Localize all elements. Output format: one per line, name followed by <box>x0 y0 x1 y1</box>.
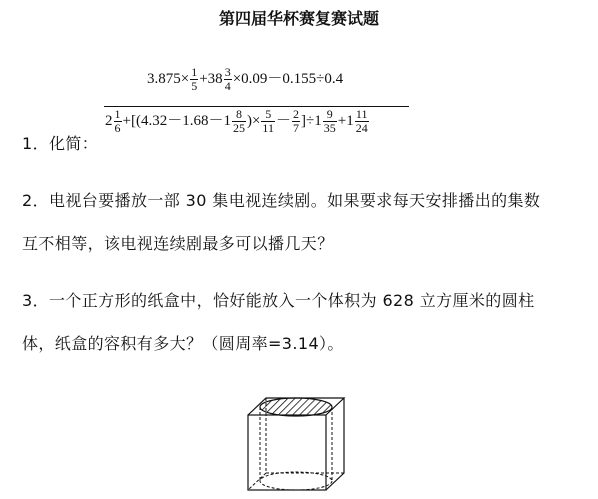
q1-label: 1．化简： <box>22 134 99 153</box>
q2-line-2: 互不相等，该电视连续剧最多可以播几天？ <box>22 234 334 253</box>
q2-line-1: 2．电视台要播放一部 30 集电视连续剧。如果要求每天安排播出的集数 <box>22 191 541 210</box>
cylinder-in-cube-figure <box>244 378 354 496</box>
page-title: 第四届华杯赛复赛试题 <box>218 9 379 28</box>
fraction-11-24: $\frac{11}{24}$ <box>355 107 368 135</box>
plus-one: +1 <box>337 112 354 129</box>
fraction-9-35: $\frac{9}{35}$ <box>323 107 336 135</box>
fraction-1-6: $\frac{1}{6}$ <box>114 107 121 135</box>
close-divide: ]÷1 <box>301 112 322 129</box>
times-sign: × <box>180 70 190 87</box>
minus-sign: － <box>275 112 291 129</box>
numerator-rest: ×0.09－0.155÷0.4 <box>232 70 344 87</box>
q3-line-1: 3．一个正方形的纸盒中，恰好能放入一个体积为 628 立方厘米的圆柱 <box>22 291 535 310</box>
q1-numerator <box>147 66 343 93</box>
bracket-expression: +[(4.32－1.68－1 <box>122 112 231 129</box>
cylinder-top <box>260 398 332 416</box>
fraction-1-5: $\frac{1}{5}$ <box>191 65 198 93</box>
q3-line-2: 体，纸盒的容积有多大？（圆周率=3.14）。 <box>22 334 344 353</box>
numerator-decimal: 3.875 <box>147 70 181 87</box>
fraction-3-4: $\frac{3}{4}$ <box>224 65 231 93</box>
close-times: )× <box>246 112 261 129</box>
fraction-8-25: $\frac{8}{25}$ <box>232 107 245 135</box>
q1-denominator <box>105 108 370 135</box>
cylinder-sides <box>260 407 332 490</box>
denominator-lead: 2 <box>105 112 113 129</box>
fraction-5-11: $\frac{5}{11}$ <box>262 107 274 135</box>
plus-38: +38 <box>199 70 223 87</box>
fraction-2-7: $\frac{2}{7}$ <box>293 107 299 135</box>
